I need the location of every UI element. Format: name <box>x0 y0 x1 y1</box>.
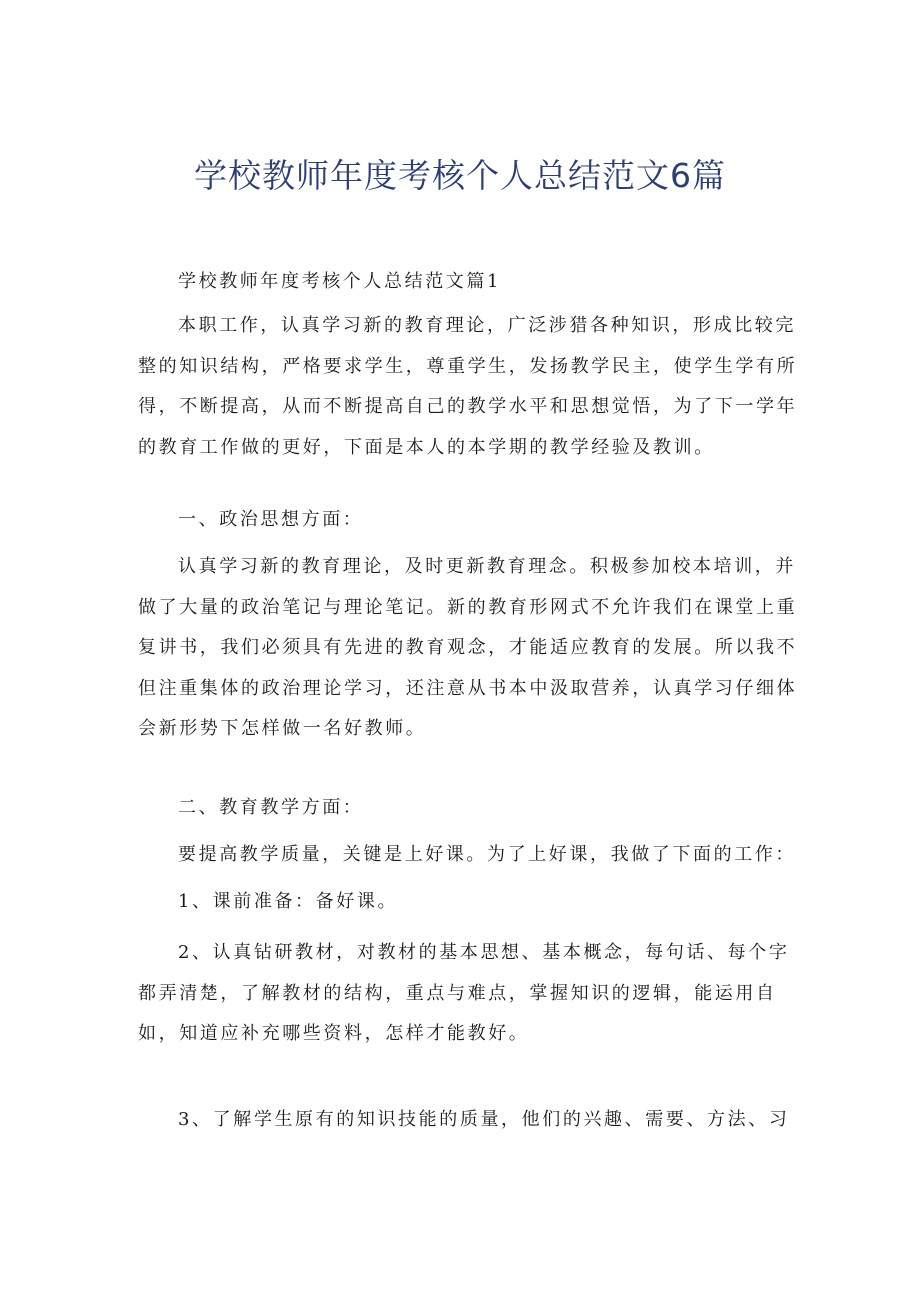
list-item-1 <box>138 882 790 923</box>
paragraph-line: 做了大量的政治笔记与理论笔记。新的教育形网式不允许我们在课堂上重 <box>138 596 798 618</box>
heading-politics <box>138 500 790 541</box>
paragraph-line: 2、认真钻研教材，对教材的基本思想、基本概念，每句话、每个字 <box>178 942 790 963</box>
paragraph-politics <box>138 547 798 750</box>
paragraph-line: 但注重集体的政治理论学习，还注意从书本中汲取营养，认真学习仔细体 <box>138 677 798 699</box>
paragraph-line: 如，知道应补充哪些资料，怎样才能教好。 <box>138 1023 530 1044</box>
paragraph-line: 的教育工作做的更好，下面是本人的本学期的教学经验及教训。 <box>138 436 715 458</box>
paragraph-line: 本职工作，认真学习新的教育理论，广泛涉猎各种知识，形成比较完 <box>178 315 796 336</box>
heading-teaching-text: 二、教育教学方面： <box>178 797 364 818</box>
paragraph-line: 得，不断提高，从而不断提高自己的教学水平和思想觉悟，为了下一学年 <box>138 396 798 417</box>
list-item-text: 1、课前准备：备好课。 <box>178 891 399 912</box>
list-item-2 <box>138 933 790 1055</box>
paragraph-line: 整的知识结构，严格要求学生，尊重学生，发扬教学民主，使学生学有所 <box>138 355 798 377</box>
section-heading-text: 学校教师年度考核个人总结范文篇1 <box>178 271 502 292</box>
paragraph-line: 都弄清楚，了解教材的结构，重点与难点，掌握知识的逻辑，能运用自 <box>138 982 777 1004</box>
heading-teaching <box>138 788 790 829</box>
paragraph-intro <box>138 306 798 468</box>
paragraph-line: 会新形势下怎样做一名好教师。 <box>138 718 427 739</box>
paragraph-teaching-intro <box>138 835 796 876</box>
paragraph-line: 3、了解学生原有的知识技能的质量，他们的兴趣、需要、方法、习 <box>178 1109 790 1130</box>
section-heading <box>138 262 790 303</box>
paragraph-line: 复讲书，我们必须具有先进的教育观念，才能适应教育的发展。所以我不 <box>138 637 798 658</box>
document-title: 学校教师年度考核个人总结范文6篇 <box>194 156 726 195</box>
heading-politics-text: 一、政治思想方面： <box>178 509 364 530</box>
list-item-3 <box>138 1100 790 1141</box>
paragraph-line: 要提高教学质量，关键是上好课。为了上好课，我做了下面的工作： <box>178 844 796 865</box>
paragraph-line: 认真学习新的教育理论，及时更新教育理念。积极参加校本培训，并 <box>178 556 796 577</box>
